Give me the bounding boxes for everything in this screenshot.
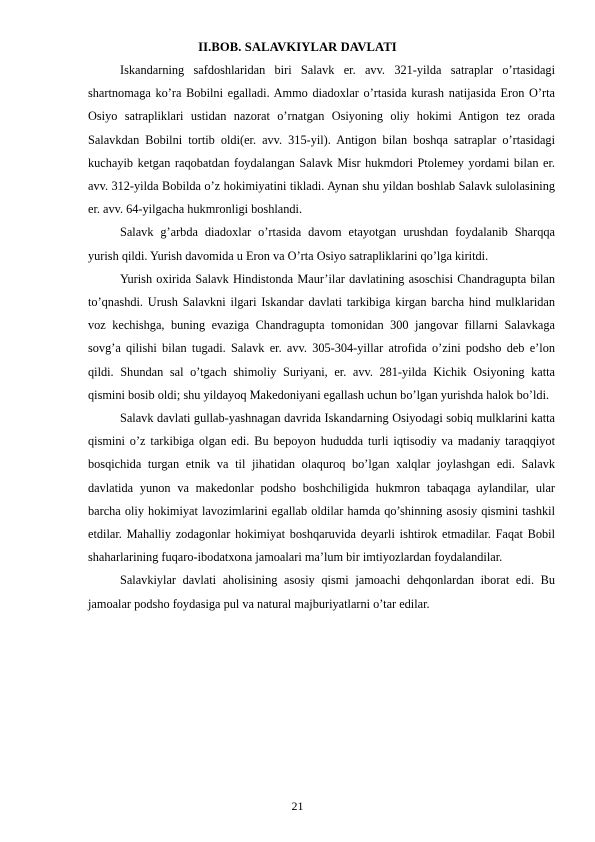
body-text <box>88 59 555 616</box>
chapter-title: II.BOB. SALAVKIYLAR DAVLATI <box>198 40 397 54</box>
paragraph-1: Iskandarning safdoshlaridan biri Salavk er. avv. 321-yilda satraplar o’rtasidagi shartnomaga ko’ra Bobilni egalladi. Ammo diadoxlar o’rtasida kurash natijasida Eron O’rta Osiyo satrapliklari ustidan nazorat o’rnatgan Osiyoning oliy hokimi Antigon tez orada Salavkdan Bobilni tortib oldi(er. avv. 315-yil). Antigon bilan boshqa satraplar o’rtasidagi kuchayib ketgan raqobatdan foydalangan Salavk Misr hukmdori Ptolemey yordami bilan er. avv. 312-yilda Bobilda o’z hokimiyatini tikladi. Aynan shu yildan boshlab Salavk sulolasining er. avv. 64-yilgacha hukmronligi boshlandi. <box>88 63 555 217</box>
paragraph-4: Salavk davlati gullab-yashnagan davrida Iskandarning Osiyodagi sobiq mulklarini katta qismini o’z tarkibiga olgan edi. Bu bepoyon hududda turli iqtisodiy va madaniy taraqqiyot bosqichida turgan etnik va til jihatidan olaquroq bo’lgan xalqlar joylashgan edi. Salavk davlatida yunon va makedonlar podsho boshchiligida hukmron tabaqaga aylandilar, ular barcha oliy hokimiyat lavozimlarini egallab oldilar hamda qo’shinning asosiy qismini tashkil etdilar. Mahalliy zodagonlar hokimiyat boshqaruvida deyarli ishtirok etmadilar. Faqat Bobil shaharlarining fuqaro-ibodatxona jamoalari ma’lum bir imtiyozlardan foydalandilar. <box>88 411 555 565</box>
page-number: 21 <box>291 799 304 813</box>
paragraph-3: Yurish oxirida Salavk Hindistonda Maur’ilar davlatining asoschisi Chandragupta bilan to’qnashdi. Urush Salavkni ilgari Iskandar davlati tarkibiga kirgan barcha hind mulklaridan voz kechishga, buning evaziga Chandragupta tomonidan 300 jangovar fillarni Salavkaga sovg’a qilishi bilan tugadi. Salavk er. avv. 305-304-yillar atrofida o’zini podsho deb e’lon qildi. Shundan sal o’tgach shimoliy Suriyani, er. avv. 281-yilda Kichik Osiyoning katta qismini bosib oldi; shu yildayoq Makedoniyani egallash uchun bo’lgan yurishda halok bo’ldi. <box>88 271 555 402</box>
paragraph-2: Salavk g’arbda diadoxlar o’rtasida davom etayotgan urushdan foydalanib Sharqqa yurish qildi. Yurish davomida u Eron va O’rta Osiyo satrapliklarini qo’lga kiritdi. <box>88 225 555 263</box>
paragraph-5: Salavkiylar davlati aholisining asosiy qismi jamoachi dehqonlardan iborat edi. Bu jamoalar podsho foydasiga pul va natural majburiyatlarni o’tar edilar. <box>88 573 555 611</box>
